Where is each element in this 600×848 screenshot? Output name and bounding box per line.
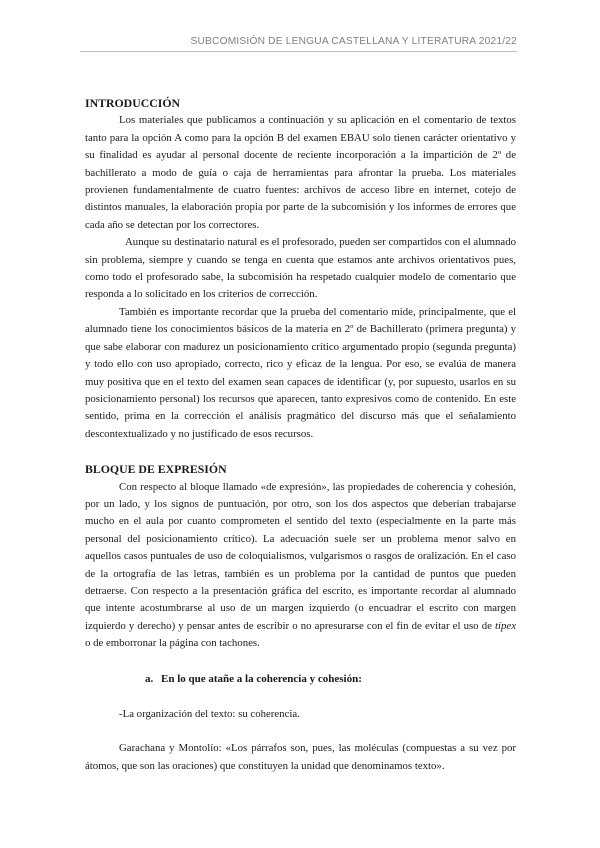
intro-paragraph-2: Aunque su destinatario natural es el profesorado, pueden ser compartidos con el alumnado sin problema, siempre y cuando se tenga en cuenta que estamos ante archivos orientativos pues, como todo el profesorado sabe, la subcomisión ha respetado cualquier modelo de comentario que responda a lo solicitado en los criterios de corrección.: [85, 236, 516, 301]
quote-paragraph: Garachana y Montolío: «Los párrafos son, pues, las moléculas (compuestas a su vez por átomos, que son las oraciones) que constituyen la unidad que denominamos texto».: [85, 742, 516, 772]
page-header: SUBCOMISIÓN DE LENGUA CASTELLANA Y LITERATURA 2021/22: [80, 36, 517, 52]
section-gap: [85, 443, 516, 461]
expresion-text-before: Con respecto al bloque llamado «de expresión», las propiedades de coherencia y cohesión, por un lado, y los signos de puntuación, por otro, son los dos aspectos que deberían trabajarse mucho en el aula por cuanto comprometen el sentido del texto (especialmente en la parte más personal del posicionamiento crítico). La adecuación suele ser un problema menor salvo en aquellos casos puntuales de uso de coloquialismos, vulgarismos o rasgos de oralización. En el caso de la ortografía de las letras, también es un problema por la cantidad de puntos que pueden detraerse. Con respecto a la presentación gráfica del escrito, es importante recordar al alumnado que intente acostumbrarse al uso de un margen izquierdo (o encuadrar el escrito con margen izquierdo y derecho) y pensar antes de escribir o no apresurarse con el fin de evitar el uso de: [85, 480, 516, 632]
list-marker: a.: [145, 672, 154, 685]
expresion-heading: BLOQUE DE EXPRESIÓN: [85, 462, 227, 477]
list-item-label: En lo que atañe a la coherencia y cohesión:: [161, 672, 362, 685]
intro-paragraph-1: Los materiales que publicamos a continuación y su aplicación en el comentario de textos tanto para la opción A como para la opción B del examen EBAU solo tienen carácter orientativo y su finalidad es ayudar al personal docente de reciente incorporación a la impartición de 2º de bachillerato a modo de guía o caja de herramientas para afrontar la prueba. Los materiales provienen fundamentalmente de cuatro fuentes: archivos de acceso libre en internet, cotejo de distintos manuales, la elaboración propia por parte de la subcomisión y los informes de errores que cada año se detectan por los correctores.: [85, 114, 516, 231]
expresion-paragraph-1: [85, 479, 516, 653]
organizacion-line: -La organización del texto: su coherencia.: [119, 708, 300, 720]
document-body: [85, 95, 516, 775]
intro-heading: INTRODUCCIÓN: [85, 96, 181, 110]
expresion-text-after: o de emborronar la página con tachones.: [85, 637, 260, 650]
expresion-text-emphasis: típex: [495, 619, 516, 632]
list-item-coherencia: [145, 671, 516, 688]
intro-paragraph-3: También es importante recordar que la prueba del comentario mide, principalmente, que el alumnado tiene los conocimientos básicos de la materia en 2º de Bachillerato (primera pregunta) y que sabe elaborar con madurez un posicionamiento crítico argumentado propio (segunda pregunta) y todo ello con uso apropiado, correcto, rico y eficaz de la lengua. Por eso, se evalúa de manera muy positiva que en el texto del examen sean capaces de identificar (y, por supuesto, usarlos en su posicionamiento personal) los recursos que aparecen, tanto expresivos como de contenido. En este sentido, prima en la corrección el análisis pragmático del discurso más que el señalamiento descontextualizado y no justificado de esos recursos.: [85, 305, 516, 440]
